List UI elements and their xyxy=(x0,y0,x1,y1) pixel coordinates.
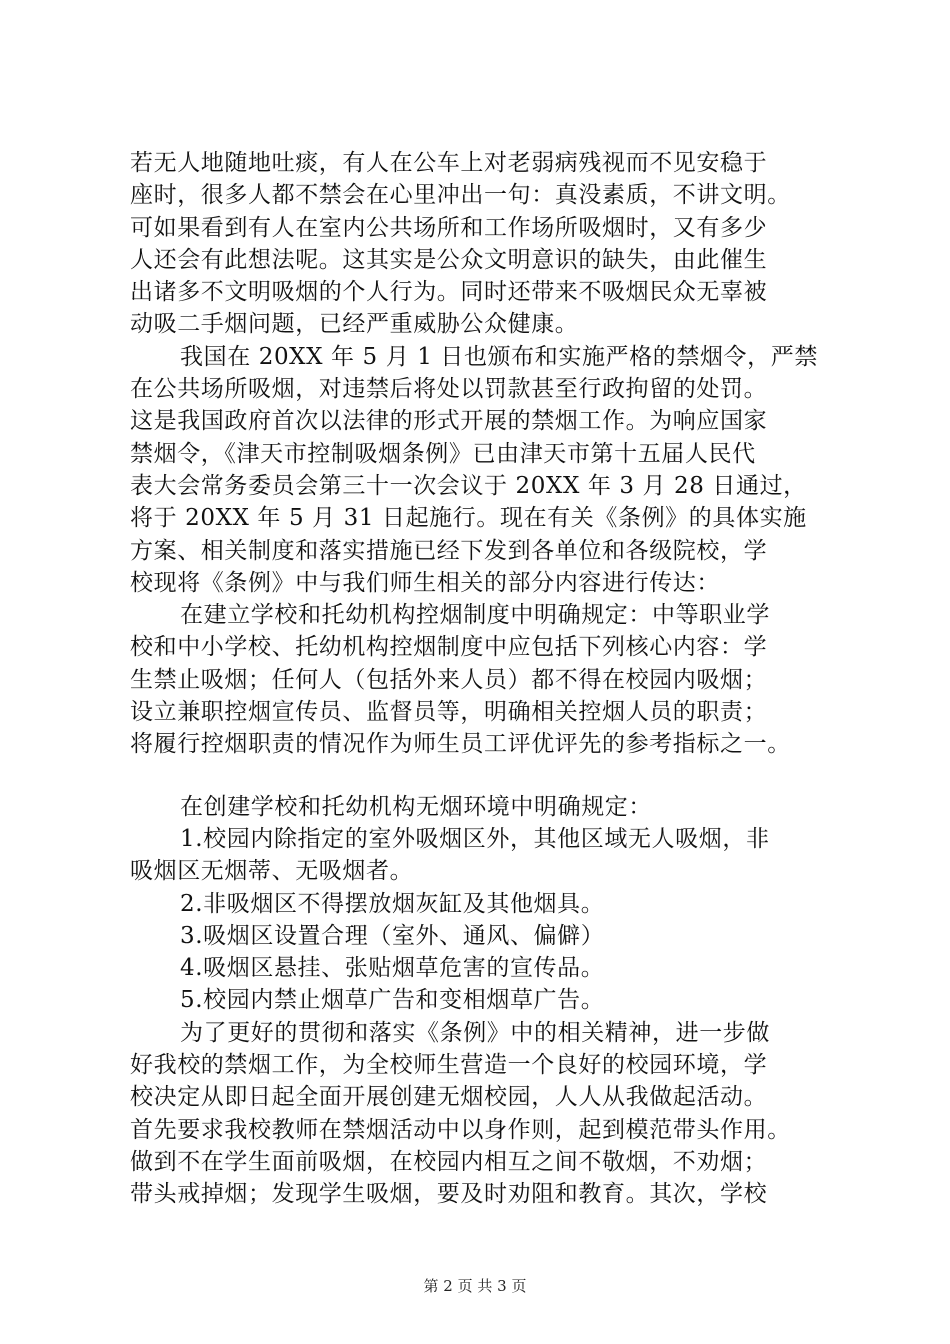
text-line: 将于 20XX 年 5 月 31 日起施行。现在有关《条例》的具体实施 xyxy=(130,505,807,532)
text-line: 设立兼职控烟宣传员、监督员等，明确相关控烟人员的职责； xyxy=(130,699,768,726)
text-line: 校现将《条例》中与我们师生相关的部分内容进行传达： xyxy=(130,569,720,596)
paragraph-start-line: 我国在 20XX 年 5 月 1 日也颁布和实施严格的禁烟令，严禁 xyxy=(180,343,818,370)
text-line: 做到不在学生面前吸烟，在校园内相互之间不敬烟，不劝烟； xyxy=(130,1148,768,1175)
text-line: 表大会常务委员会第三十一次会议于 20XX 年 3 月 28 日通过， xyxy=(130,472,807,499)
page-number-footer: 第 2 页 共 3 页 xyxy=(423,1277,527,1295)
text-line: 方案、相关制度和落实措施已经下发到各单位和各级院校，学 xyxy=(130,537,768,564)
section-heading-line: 在创建学校和托幼机构无烟环境中明确规定： xyxy=(180,793,652,820)
list-item-line: 4.吸烟区悬挂、张贴烟草危害的宣传品。 xyxy=(180,955,605,982)
text-line: 在公共场所吸烟，对违禁后将处以罚款甚至行政拘留的处罚。 xyxy=(130,376,768,403)
text-line: 若无人地随地吐痰，有人在公车上对老弱病残视而不见安稳于 xyxy=(130,150,768,176)
list-item-line: 3.吸烟区设置合理（室外、通风、偏僻） xyxy=(180,922,605,949)
text-line: 将履行控烟职责的情况作为师生员工评优评先的参考指标之一。 xyxy=(130,731,791,758)
list-item-line: 2.非吸烟区不得摆放烟灰缸及其他烟具。 xyxy=(180,890,605,917)
paragraph-gap xyxy=(130,761,832,791)
document-body xyxy=(130,147,832,1211)
list-item-continuation: 吸烟区无烟蒂、无吸烟者。 xyxy=(130,858,414,885)
text-line: 可如果看到有人在室内公共场所和工作场所吸烟时，又有多少 xyxy=(130,214,768,241)
text-line: 动吸二手烟问题，已经严重威胁公众健康。 xyxy=(130,311,579,338)
list-item-line: 1.校园内除指定的室外吸烟区外，其他区域无人吸烟，非 xyxy=(180,825,770,852)
text-line: 人还会有此想法呢。这其实是公众文明意识的缺失，由此催生 xyxy=(130,246,768,273)
text-line: 校决定从即日起全面开展创建无烟校园，人人从我做起活动。 xyxy=(130,1084,768,1111)
paragraph-start-line: 在建立学校和托幼机构控烟制度中明确规定：中等职业学 xyxy=(180,602,770,629)
text-line: 出诸多不文明吸烟的个人行为。同时还带来不吸烟民众无辜被 xyxy=(130,279,768,306)
paragraph-start-line: 为了更好的贯彻和落实《条例》中的相关精神，进一步做 xyxy=(180,1019,770,1046)
text-line: 首先要求我校教师在禁烟活动中以身作则，起到模范带头作用。 xyxy=(130,1116,791,1143)
text-line: 好我校的禁烟工作，为全校师生营造一个良好的校园环境，学 xyxy=(130,1052,768,1079)
text-line: 这是我国政府首次以法律的形式开展的禁烟工作。为响应国家 xyxy=(130,408,768,435)
text-line: 带头戒掉烟；发现学生吸烟，要及时劝阻和教育。其次，学校 xyxy=(130,1181,768,1208)
text-line: 校和中小学校、托幼机构控烟制度中应包括下列核心内容：学 xyxy=(130,634,768,661)
text-line: 生禁止吸烟；任何人（包括外来人员）都不得在校园内吸烟； xyxy=(130,666,768,693)
list-item-line: 5.校园内禁止烟草广告和变相烟草广告。 xyxy=(180,987,605,1014)
text-line: 禁烟令，《津天市控制吸烟条例》已由津天市第十五届人民代 xyxy=(130,440,756,467)
text-line: 座时，很多人都不禁会在心里冲出一句：真没素质，不讲文明。 xyxy=(130,182,791,209)
